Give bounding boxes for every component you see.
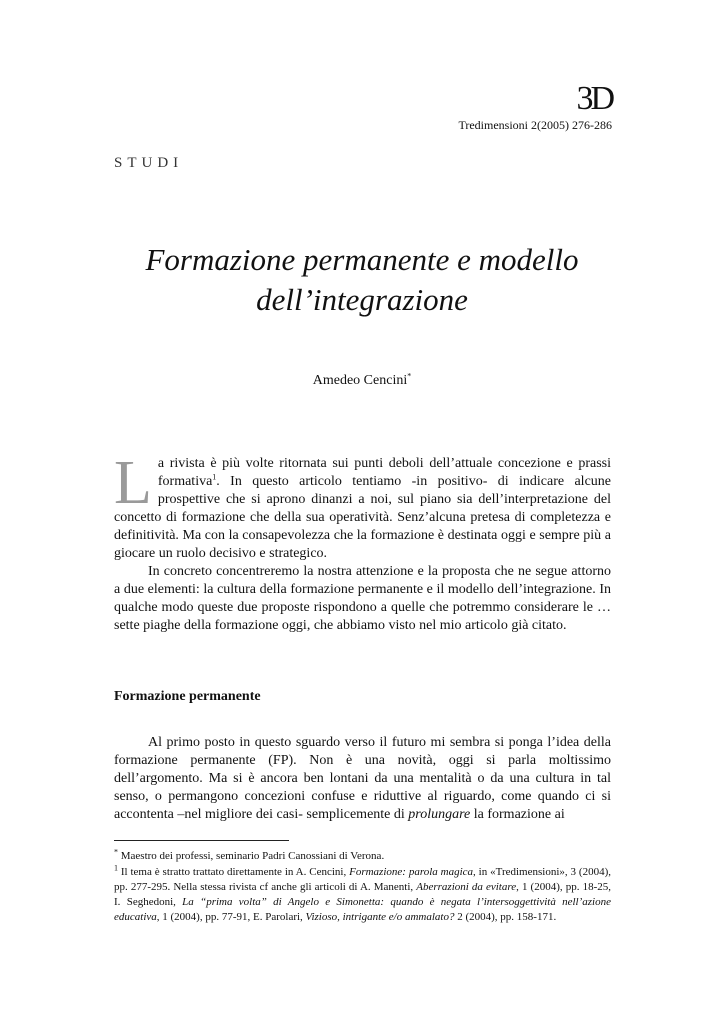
intro-p1-text-b: . In questo articolo tentiamo -in positivo- di indicare alcune prospettive che si aprono dinanzi a noi, sul piano sia dell’interpretazione del concetto di formazione che della sua operatività. Senz’alcuna pretesa di completezza e definitività. Ma con la consapevolezza che la formazione è destinata oggi e sempre più a giocare un ruolo decisivo e strategico. [114, 474, 611, 561]
footnote-1 [114, 865, 611, 925]
footnote-star-text: Maestro dei professi, seminario Padri Canossiani di Verona. [118, 850, 385, 862]
section-paragraph-1 [114, 734, 611, 824]
footnote-1-italic-3: La “prima volta” di Angelo e Simonetta: quando è negata l’intersoggettività nell’azione educativa [114, 896, 611, 923]
section-p1-text-b: la formazione ai [470, 807, 565, 822]
journal-logo: 3D [576, 80, 612, 117]
section-p1-text-a: Al primo posto in questo sguardo verso il futuro mi sembra si ponga l’idea della formazione permanente (FP). Non è una novità, oggi si parla moltissimo dell’argomento. Ma si è ancora ben lontani da una mentalità o da una cultura in tal senso, o permangono concezioni confuse e riduttive al riguardo, come quando ci si accontenta –nel migliore dei casi- semplicemente di [114, 735, 611, 822]
article-title: Formazione permanente e modello dell’integrazione [145, 242, 579, 317]
section-label: STUDI [114, 155, 184, 171]
section-body [114, 734, 611, 824]
footnote-1-italic-1: Formazione: parola magica [349, 866, 474, 878]
footnote-star-mark: * [114, 847, 118, 857]
drop-cap: L [114, 449, 152, 517]
footnote-divider [114, 840, 289, 841]
footnote-1-text-d: , 1 (2004), pp. 77-91, E. Parolari, [156, 911, 306, 923]
footnote-1-text-b: , in «Tredimensioni», 3 (2004), pp. 277-295. Nella stessa rivista cf anche gli articoli di A. Manenti, [114, 866, 611, 893]
intro-paragraph-1 [114, 449, 611, 563]
footnote-1-mark: 1 [114, 863, 118, 873]
journal-citation: Tredimensioni 2(2005) 276-286 [458, 118, 612, 132]
section-p1-emphasis: prolungare [408, 807, 471, 822]
intro-paragraph-2: In concreto concentreremo la nostra attenzione e la proposta che ne segue attorno a due elementi: la cultura della formazione permanente e il modello dell’integrazione. In qualche modo queste due proposte rispondono a quelle che potremmo considerare le …sette piaghe della formazione oggi, che abbiamo visto nel mio articolo già citato. [114, 564, 611, 633]
footnote-1-text-e: 2 (2004), pp. 158-171. [454, 911, 557, 923]
footnote-star [114, 849, 611, 864]
footnote-1-italic-2: Aberrazioni da evitare [416, 881, 517, 893]
author-name: Amedeo Cencini [312, 373, 408, 388]
footnote-1-text-a: Il tema è stratto trattato direttamente in A. Cencini, [118, 866, 350, 878]
intro-p1-text-a: a rivista è più volte ritornata sui punti deboli dell’attuale concezione e prassi formativa [157, 456, 611, 489]
footnote-1-italic-4: Vizioso, intrigante e/o ammalato? [305, 911, 455, 923]
section-heading: Formazione permanente [114, 689, 261, 704]
footnote-ref-1: 1 [212, 472, 217, 482]
author-line [114, 373, 610, 389]
intro-body [114, 449, 611, 635]
footnotes [114, 849, 611, 926]
footnote-1-text-c: , 1 (2004), pp. 18-25, I. Seghedoni, [114, 881, 611, 908]
author-footnote-mark: * [407, 371, 412, 381]
